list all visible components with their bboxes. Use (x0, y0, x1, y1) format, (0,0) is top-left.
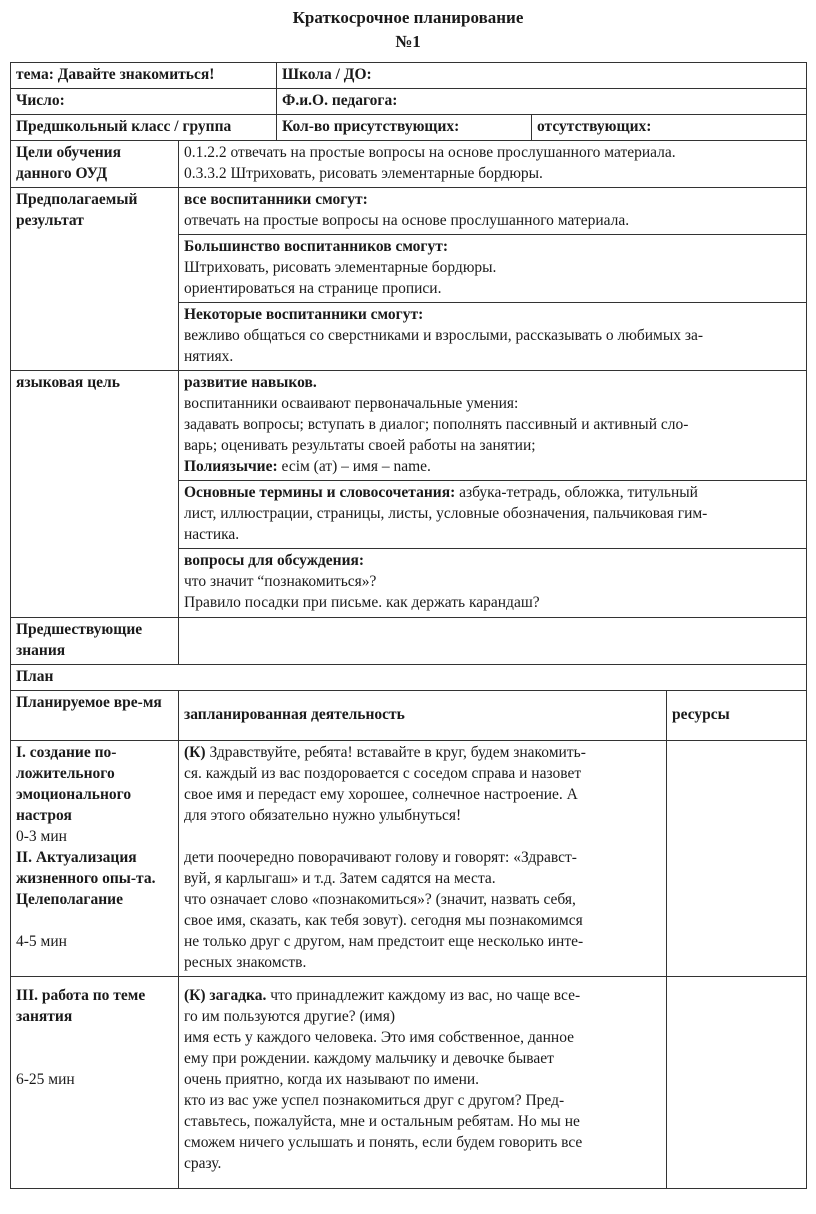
absent-cell: отсутствующих: (532, 115, 807, 141)
language-label: языковая цель (11, 371, 179, 618)
activity-line: ся. каждый из вас поздоровается с соседом справа и назовет (184, 765, 582, 782)
language-terms (179, 481, 807, 549)
results-some-heading: Некоторые воспитанники смогут: (184, 306, 424, 323)
school-cell: Школа / ДО: (277, 63, 807, 89)
activity-line: ему при рождении. каждому мальчику и девочке бывает (184, 1050, 554, 1067)
results-all-line: отвечать на простые вопросы на основе прослушанного материала. (184, 212, 630, 229)
col-time-header: Планируемое вре-мя (11, 691, 179, 741)
skills-line: варь; оценивать результаты своей работы на занятии; (184, 437, 536, 454)
activity-line: имя есть у каждого человека. Это имя собственное, данное (184, 1029, 575, 1046)
results-some (179, 303, 807, 371)
activity-line: свое имя, сказать, как тебя зовут). сегодня мы познакомимся (184, 912, 583, 929)
col-activity-header: запланированная деятельность (179, 691, 667, 741)
goal-line: 0.1.2.2 отвечать на простые вопросы на основе прослушанного материала. (184, 144, 676, 161)
goal-line: 0.3.3.2 Штриховать, рисовать элементарные бордюры. (184, 165, 543, 182)
date-cell: Число: (11, 89, 277, 115)
terms-line (184, 482, 802, 503)
teacher-cell: Ф.и.О. педагога: (277, 89, 807, 115)
results-all (179, 188, 807, 235)
stage1-time-cell (11, 741, 179, 977)
terms-line: настика. (184, 526, 240, 543)
stage3-title: III. работа по теме занятия (16, 987, 146, 1025)
polylingual-label: Полиязычие: (184, 458, 278, 475)
activity-line: дети поочередно поворачивают голову и говорят: «Здравст- (184, 849, 577, 866)
stage2-time: 4-5 мин (16, 933, 67, 950)
page-title (0, 6, 816, 54)
activity-line: сможем ничего услышать и понять, если будем говорить все (184, 1134, 583, 1151)
activity-line: ресных знакомств. (184, 954, 307, 971)
stage1-first-line (184, 742, 662, 763)
stage3-activity (179, 977, 667, 1189)
stage1-first-text: Здравствуйте, ребята! вставайте в круг, будем знакомить- (205, 744, 586, 761)
stage3-time: 6-25 мин (16, 1071, 75, 1088)
skills-line: воспитанники осваивают первоначальные умения: (184, 395, 519, 412)
results-some-line: вежливо общаться со сверстниками и взрослыми, рассказывать о любимых за- (184, 327, 704, 344)
goals-label: Цели обучения данного ОУД (11, 141, 179, 188)
polylingual-line (184, 456, 802, 477)
skills-line: задавать вопросы; вступать в диалог; пополнять пассивный и активный сло- (184, 416, 689, 433)
activity-line: го им пользуются другие? (имя) (184, 1008, 396, 1025)
results-some-line: нятиях. (184, 348, 234, 365)
activity-line: сразу. (184, 1155, 222, 1172)
plan-heading: План (11, 665, 807, 691)
k-riddle-marker: (К) загадка. (184, 987, 267, 1004)
activity-line: свое имя и передаст ему хорошее, солнечное настроение. А (184, 786, 578, 803)
title-line-2: №1 (395, 32, 421, 51)
stage3-first-text: что принадлежит каждому из вас, но чаще все- (266, 987, 581, 1004)
stage1-resources (667, 741, 807, 977)
activity-line: очень приятно, когда их называют по имени. (184, 1071, 480, 1088)
goals-content (179, 141, 807, 188)
stage2-title: II. Актуализация жизненного опы-та. Целеполагание (16, 849, 156, 908)
results-label: Предполагаемый результат (11, 188, 179, 371)
terms-text: азбука-тетрадь, обложка, титульный (455, 484, 698, 501)
group-cell: Предшкольный класс / группа (11, 115, 277, 141)
skills-heading: развитие навыков. (184, 374, 317, 391)
k-marker: (К) (184, 744, 206, 761)
stage1-title: I. создание по-ложительного эмоционального настроя (16, 744, 132, 824)
terms-line: лист, иллюстрации, страницы, листы, условные обозначения, пальчиковая гим- (184, 505, 708, 522)
title-line-1: Краткосрочное планирование (292, 8, 524, 27)
results-most-line: ориентироваться на странице прописи. (184, 280, 442, 297)
prior-value (179, 618, 807, 665)
prior-label: Предшествующие знания (11, 618, 179, 665)
language-questions (179, 549, 807, 618)
terms-label: Основные термины и словосочетания: (184, 484, 456, 501)
present-cell: Кол-во присутствующих: (277, 115, 532, 141)
activity-line: что означает слово «познакомиться»? (значит, назвать себя, (184, 891, 576, 908)
results-most-heading: Большинство воспитанников смогут: (184, 238, 448, 255)
results-all-heading: все воспитанники смогут: (184, 191, 368, 208)
stage3-time-cell (11, 977, 179, 1189)
language-skills (179, 371, 807, 481)
stage1-activity (179, 741, 667, 977)
activity-line: для этого обязательно нужно улыбнуться! (184, 807, 462, 824)
activity-line: кто из вас уже успел познакомиться друг с другом? Пред- (184, 1092, 565, 1109)
results-most (179, 235, 807, 303)
question-line: Правило посадки при письме. как держать карандаш? (184, 594, 540, 611)
plan-table (10, 62, 807, 1189)
results-most-line: Штриховать, рисовать элементарные бордюры. (184, 259, 497, 276)
stage3-resources (667, 977, 807, 1189)
activity-line: ставьтесь, пожалуйста, мне и остальным ребятам. Но мы не (184, 1113, 580, 1130)
stage3-first-line (184, 985, 662, 1006)
activity-line: не только друг с другом, нам предстоит еще несколько инте- (184, 933, 584, 950)
questions-heading: вопросы для обсуждения: (184, 552, 365, 569)
question-line: что значит “познакомиться»? (184, 573, 377, 590)
activity-line: вуй, я карлыгаш» и т.д. Затем садятся на места. (184, 870, 496, 887)
col-resources-header: ресурсы (667, 691, 807, 741)
polylingual-text: есім (ат) – имя – name. (277, 458, 431, 475)
topic-cell: тема: Давайте знакомиться! (11, 63, 277, 89)
stage1-time: 0-3 мин (16, 828, 67, 845)
